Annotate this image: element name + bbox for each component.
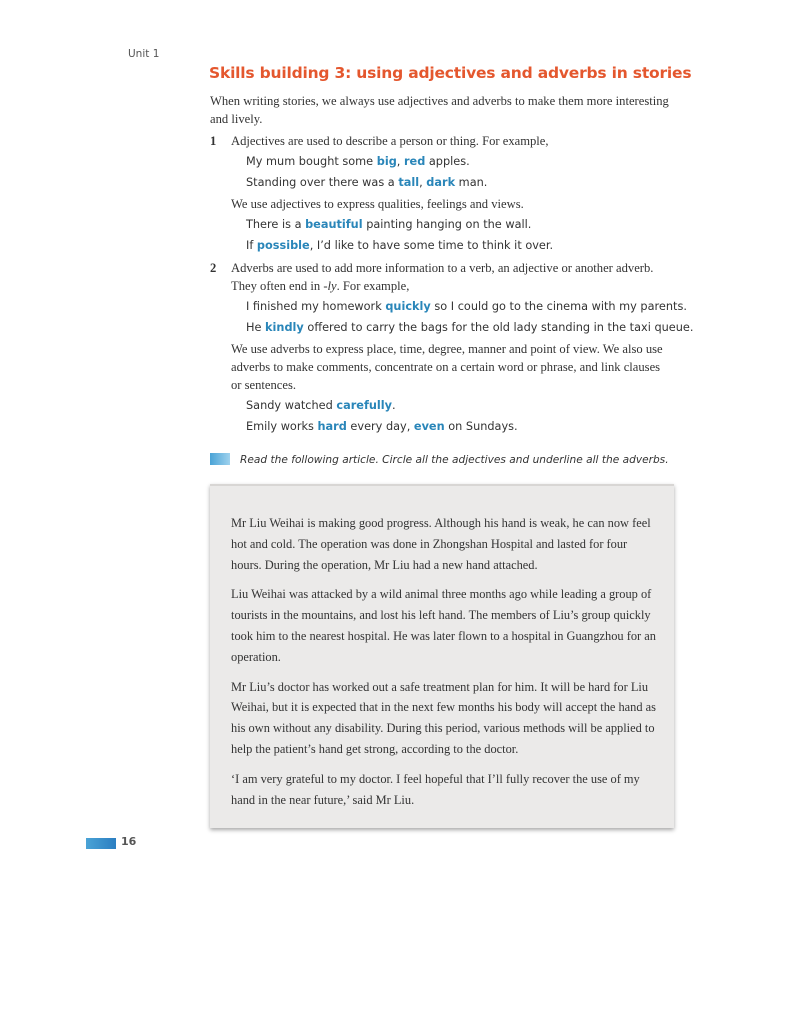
point-text: We use adjectives to express qualities, feelings and views. — [231, 197, 524, 211]
intro-text: When writing stories, we always use adjectives and adverbs to make them more interesting and lively. — [210, 94, 669, 126]
instruction-text: Read the following article. Circle all the adjectives and underline all the adverbs. — [240, 454, 669, 466]
example-sentence: My mum bought some big, red apples. — [246, 155, 470, 168]
article-paragraph: Liu Weihai was attacked by a wild animal three months ago while leading a group of tourists in the mountains, and lost his left hand. The members of Liu’s group quickly took him to the nearest hospital. He was later flown to a hospital in Guangzhou for an operation. — [231, 587, 656, 664]
point-number: 2 — [210, 261, 217, 275]
page-number: 16 — [121, 835, 137, 848]
article-text — [231, 513, 656, 819]
example-sentence: I finished my homework quickly so I could go to the cinema with my parents. — [246, 300, 687, 313]
example-sentence: He kindly offered to carry the bags for the old lady standing in the taxi queue. — [246, 321, 694, 334]
article-box — [210, 484, 674, 828]
page-number-bar — [86, 838, 116, 849]
point-text: We use adverbs to express place, time, degree, manner and point of view. We also use adverbs to make comments, concentrate on a certain word or phrase, and link clauses or sentences. — [231, 342, 663, 392]
point-2 — [210, 259, 670, 295]
example-sentence: Emily works hard every day, even on Sundays. — [246, 420, 518, 433]
example-sentence: There is a beautiful painting hanging on the wall. — [246, 218, 532, 231]
example-sentence: Sandy watched carefully. — [246, 399, 396, 412]
article-paragraph: Mr Liu Weihai is making good progress. Although his hand is weak, he can now feel hot and cold. The operation was done in Zhongshan Hospital and lasted for four hours. During the operation, Mr Liu had a new hand attached. — [231, 516, 651, 572]
section-title: Skills building 3: using adjectives and adverbs in stories — [209, 64, 692, 82]
point-text: Adverbs are used to add more information to a verb, an adjective or another adverb. They often end in -ly. For example, — [231, 261, 654, 293]
article-paragraph: ‘I am very grateful to my doctor. I feel hopeful that I’ll fully recover the use of my hand in the near future,’ said Mr Liu. — [231, 771, 640, 807]
point-text: Adjectives are used to describe a person or thing. For example, — [231, 134, 549, 148]
example-sentence: Standing over there was a tall, dark man. — [246, 176, 488, 189]
point-1 — [210, 132, 670, 150]
example-sentence: If possible, I’d like to have some time to think it over. — [246, 239, 554, 252]
point-number: 1 — [210, 134, 217, 148]
unit-label: Unit 1 — [128, 48, 160, 60]
task-marker-icon — [210, 453, 230, 465]
article-paragraph: Mr Liu’s doctor has worked out a safe treatment plan for him. It will be hard for Liu Weihai, but it is expected that in the next few months his body will accept the hand as his own without any disability. During this period, various methods will be applied to help the patient’s hand get strong, according to the doctor. — [231, 679, 656, 756]
lesson-body — [210, 92, 694, 436]
task-instruction — [210, 453, 669, 466]
